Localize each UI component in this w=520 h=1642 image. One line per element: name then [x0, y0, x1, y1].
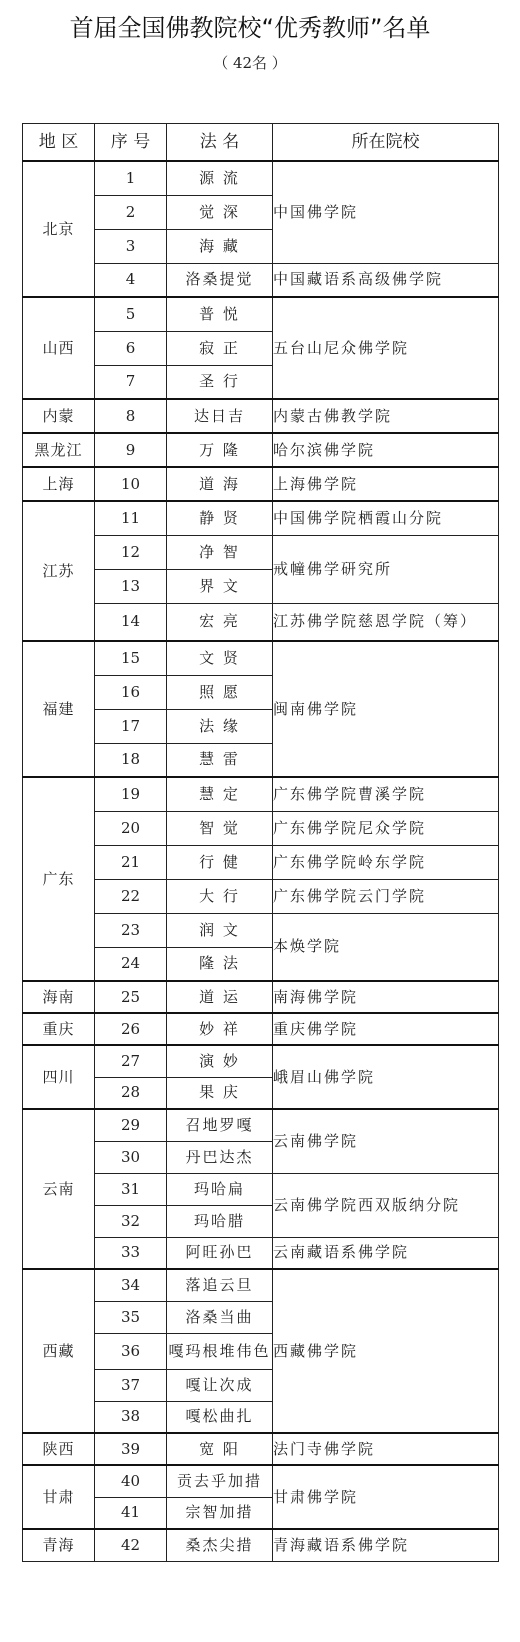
dharma-name-cell: 道 运	[167, 981, 273, 1013]
dharma-name-cell: 贡去乎加措	[167, 1465, 273, 1497]
institution-cell: 云南佛学院	[273, 1109, 499, 1173]
number-cell: 35	[95, 1301, 167, 1333]
dharma-name-cell: 阿旺孙巴	[167, 1237, 273, 1269]
institution-cell: 哈尔滨佛学院	[273, 433, 499, 467]
region-cell: 甘肃	[23, 1465, 95, 1529]
table-row	[23, 981, 499, 1013]
table-row	[23, 777, 499, 811]
table-row	[23, 811, 499, 845]
region-cell: 陕西	[23, 1433, 95, 1465]
table-row	[23, 603, 499, 641]
institution-cell: 闽南佛学院	[273, 641, 499, 777]
dharma-name-cell: 宽 阳	[167, 1433, 273, 1465]
table-row	[23, 913, 499, 947]
table-body	[23, 161, 499, 1561]
number-cell: 4	[95, 263, 167, 297]
dharma-name-cell: 大 行	[167, 879, 273, 913]
number-cell: 7	[95, 365, 167, 399]
table-row	[23, 501, 499, 535]
number-cell: 41	[95, 1497, 167, 1529]
dharma-name-cell: 果 庆	[167, 1077, 273, 1109]
table-header-row	[23, 124, 499, 162]
number-cell: 14	[95, 603, 167, 641]
number-cell: 13	[95, 569, 167, 603]
dharma-name-cell: 宏 亮	[167, 603, 273, 641]
dharma-name-cell: 寂 正	[167, 331, 273, 365]
header-dharma-name: 法 名	[167, 124, 273, 162]
number-cell: 9	[95, 433, 167, 467]
institution-cell: 南海佛学院	[273, 981, 499, 1013]
number-cell: 16	[95, 675, 167, 709]
dharma-name-cell: 丹巴达杰	[167, 1141, 273, 1173]
number-cell: 21	[95, 845, 167, 879]
region-cell: 青海	[23, 1529, 95, 1561]
institution-cell: 云南藏语系佛学院	[273, 1237, 499, 1269]
dharma-name-cell: 慧 定	[167, 777, 273, 811]
number-cell: 26	[95, 1013, 167, 1045]
number-cell: 20	[95, 811, 167, 845]
number-cell: 39	[95, 1433, 167, 1465]
number-cell: 40	[95, 1465, 167, 1497]
number-cell: 5	[95, 297, 167, 331]
dharma-name-cell: 普 悦	[167, 297, 273, 331]
table-row	[23, 433, 499, 467]
institution-cell: 重庆佛学院	[273, 1013, 499, 1045]
table-row	[23, 845, 499, 879]
number-cell: 19	[95, 777, 167, 811]
institution-cell: 本焕学院	[273, 913, 499, 981]
table-row	[23, 535, 499, 569]
number-cell: 27	[95, 1045, 167, 1077]
number-cell: 12	[95, 535, 167, 569]
dharma-name-cell: 慧 雷	[167, 743, 273, 777]
dharma-name-cell: 法 缘	[167, 709, 273, 743]
dharma-name-cell: 圣 行	[167, 365, 273, 399]
number-cell: 32	[95, 1205, 167, 1237]
institution-cell: 峨眉山佛学院	[273, 1045, 499, 1109]
table-row	[23, 1013, 499, 1045]
dharma-name-cell: 觉 深	[167, 195, 273, 229]
table-row	[23, 1433, 499, 1465]
dharma-name-cell: 万 隆	[167, 433, 273, 467]
table-row	[23, 1173, 499, 1205]
number-cell: 38	[95, 1401, 167, 1433]
document-subtitle: （ 42名 ）	[213, 54, 287, 72]
table-row	[23, 1109, 499, 1141]
number-cell: 31	[95, 1173, 167, 1205]
institution-cell: 内蒙古佛教学院	[273, 399, 499, 433]
dharma-name-cell: 道 海	[167, 467, 273, 501]
number-cell: 8	[95, 399, 167, 433]
dharma-name-cell: 玛哈扁	[167, 1173, 273, 1205]
institution-cell: 广东佛学院曹溪学院	[273, 777, 499, 811]
dharma-name-cell: 嘎松曲扎	[167, 1401, 273, 1433]
region-cell: 云南	[23, 1109, 95, 1269]
number-cell: 17	[95, 709, 167, 743]
table-row	[23, 297, 499, 331]
dharma-name-cell: 桑杰尖措	[167, 1529, 273, 1561]
number-cell: 18	[95, 743, 167, 777]
table-row	[23, 467, 499, 501]
dharma-name-cell: 静 贤	[167, 501, 273, 535]
header-institution: 所在院校	[273, 124, 499, 162]
region-cell: 北京	[23, 161, 95, 297]
number-cell: 15	[95, 641, 167, 675]
table-row	[23, 1045, 499, 1077]
dharma-name-cell: 源 流	[167, 161, 273, 195]
region-cell: 山西	[23, 297, 95, 399]
dharma-name-cell: 文 贤	[167, 641, 273, 675]
institution-cell: 中国藏语系高级佛学院	[273, 263, 499, 297]
number-cell: 1	[95, 161, 167, 195]
dharma-name-cell: 净 智	[167, 535, 273, 569]
institution-cell: 广东佛学院岭东学院	[273, 845, 499, 879]
number-cell: 37	[95, 1369, 167, 1401]
table-row	[23, 399, 499, 433]
dharma-name-cell: 润 文	[167, 913, 273, 947]
number-cell: 6	[95, 331, 167, 365]
teacher-roster-table	[22, 123, 499, 1562]
number-cell: 42	[95, 1529, 167, 1561]
table-row	[23, 641, 499, 675]
number-cell: 29	[95, 1109, 167, 1141]
number-cell: 11	[95, 501, 167, 535]
institution-cell: 五台山尼众佛学院	[273, 297, 499, 399]
region-cell: 内蒙	[23, 399, 95, 433]
dharma-name-cell: 智 觉	[167, 811, 273, 845]
dharma-name-cell: 隆 法	[167, 947, 273, 981]
number-cell: 30	[95, 1141, 167, 1173]
institution-cell: 中国佛学院	[273, 161, 499, 263]
number-cell: 24	[95, 947, 167, 981]
number-cell: 36	[95, 1333, 167, 1369]
number-cell: 22	[95, 879, 167, 913]
region-cell: 重庆	[23, 1013, 95, 1045]
region-cell: 广东	[23, 777, 95, 981]
table-row	[23, 879, 499, 913]
number-cell: 28	[95, 1077, 167, 1109]
region-cell: 西藏	[23, 1269, 95, 1433]
institution-cell: 西藏佛学院	[273, 1269, 499, 1433]
region-cell: 上海	[23, 467, 95, 501]
institution-cell: 江苏佛学院慈恩学院（筹）	[273, 603, 499, 641]
dharma-name-cell: 玛哈腊	[167, 1205, 273, 1237]
dharma-name-cell: 落追云旦	[167, 1269, 273, 1301]
document-title: 首届全国佛教院校“优秀教师”名单	[69, 14, 431, 42]
dharma-name-cell: 行 健	[167, 845, 273, 879]
number-cell: 23	[95, 913, 167, 947]
dharma-name-cell: 演 妙	[167, 1045, 273, 1077]
region-cell: 福建	[23, 641, 95, 777]
institution-cell: 法门寺佛学院	[273, 1433, 499, 1465]
dharma-name-cell: 妙 祥	[167, 1013, 273, 1045]
number-cell: 25	[95, 981, 167, 1013]
dharma-name-cell: 召地罗嘎	[167, 1109, 273, 1141]
institution-cell: 戒幢佛学研究所	[273, 535, 499, 603]
dharma-name-cell: 嘎让次成	[167, 1369, 273, 1401]
dharma-name-cell: 嘎玛根堆伟色	[167, 1333, 273, 1369]
region-cell: 江苏	[23, 501, 95, 641]
dharma-name-cell: 洛桑提觉	[167, 263, 273, 297]
institution-cell: 上海佛学院	[273, 467, 499, 501]
dharma-name-cell: 界 文	[167, 569, 273, 603]
region-cell: 海南	[23, 981, 95, 1013]
table-row	[23, 161, 499, 195]
table-row	[23, 1465, 499, 1497]
number-cell: 34	[95, 1269, 167, 1301]
header-number: 序 号	[95, 124, 167, 162]
number-cell: 2	[95, 195, 167, 229]
table-row	[23, 1269, 499, 1301]
dharma-name-cell: 照 愿	[167, 675, 273, 709]
number-cell: 10	[95, 467, 167, 501]
dharma-name-cell: 宗智加措	[167, 1497, 273, 1529]
table-row	[23, 1237, 499, 1269]
dharma-name-cell: 达日吉	[167, 399, 273, 433]
institution-cell: 云南佛学院西双版纳分院	[273, 1173, 499, 1237]
institution-cell: 中国佛学院栖霞山分院	[273, 501, 499, 535]
number-cell: 33	[95, 1237, 167, 1269]
number-cell: 3	[95, 229, 167, 263]
dharma-name-cell: 洛桑当曲	[167, 1301, 273, 1333]
table-row	[23, 1529, 499, 1561]
institution-cell: 青海藏语系佛学院	[273, 1529, 499, 1561]
institution-cell: 广东佛学院云门学院	[273, 879, 499, 913]
table-row	[23, 263, 499, 297]
dharma-name-cell: 海 藏	[167, 229, 273, 263]
region-cell: 黑龙江	[23, 433, 95, 467]
region-cell: 四川	[23, 1045, 95, 1109]
header-region: 地 区	[23, 124, 95, 162]
institution-cell: 广东佛学院尼众学院	[273, 811, 499, 845]
institution-cell: 甘肃佛学院	[273, 1465, 499, 1529]
